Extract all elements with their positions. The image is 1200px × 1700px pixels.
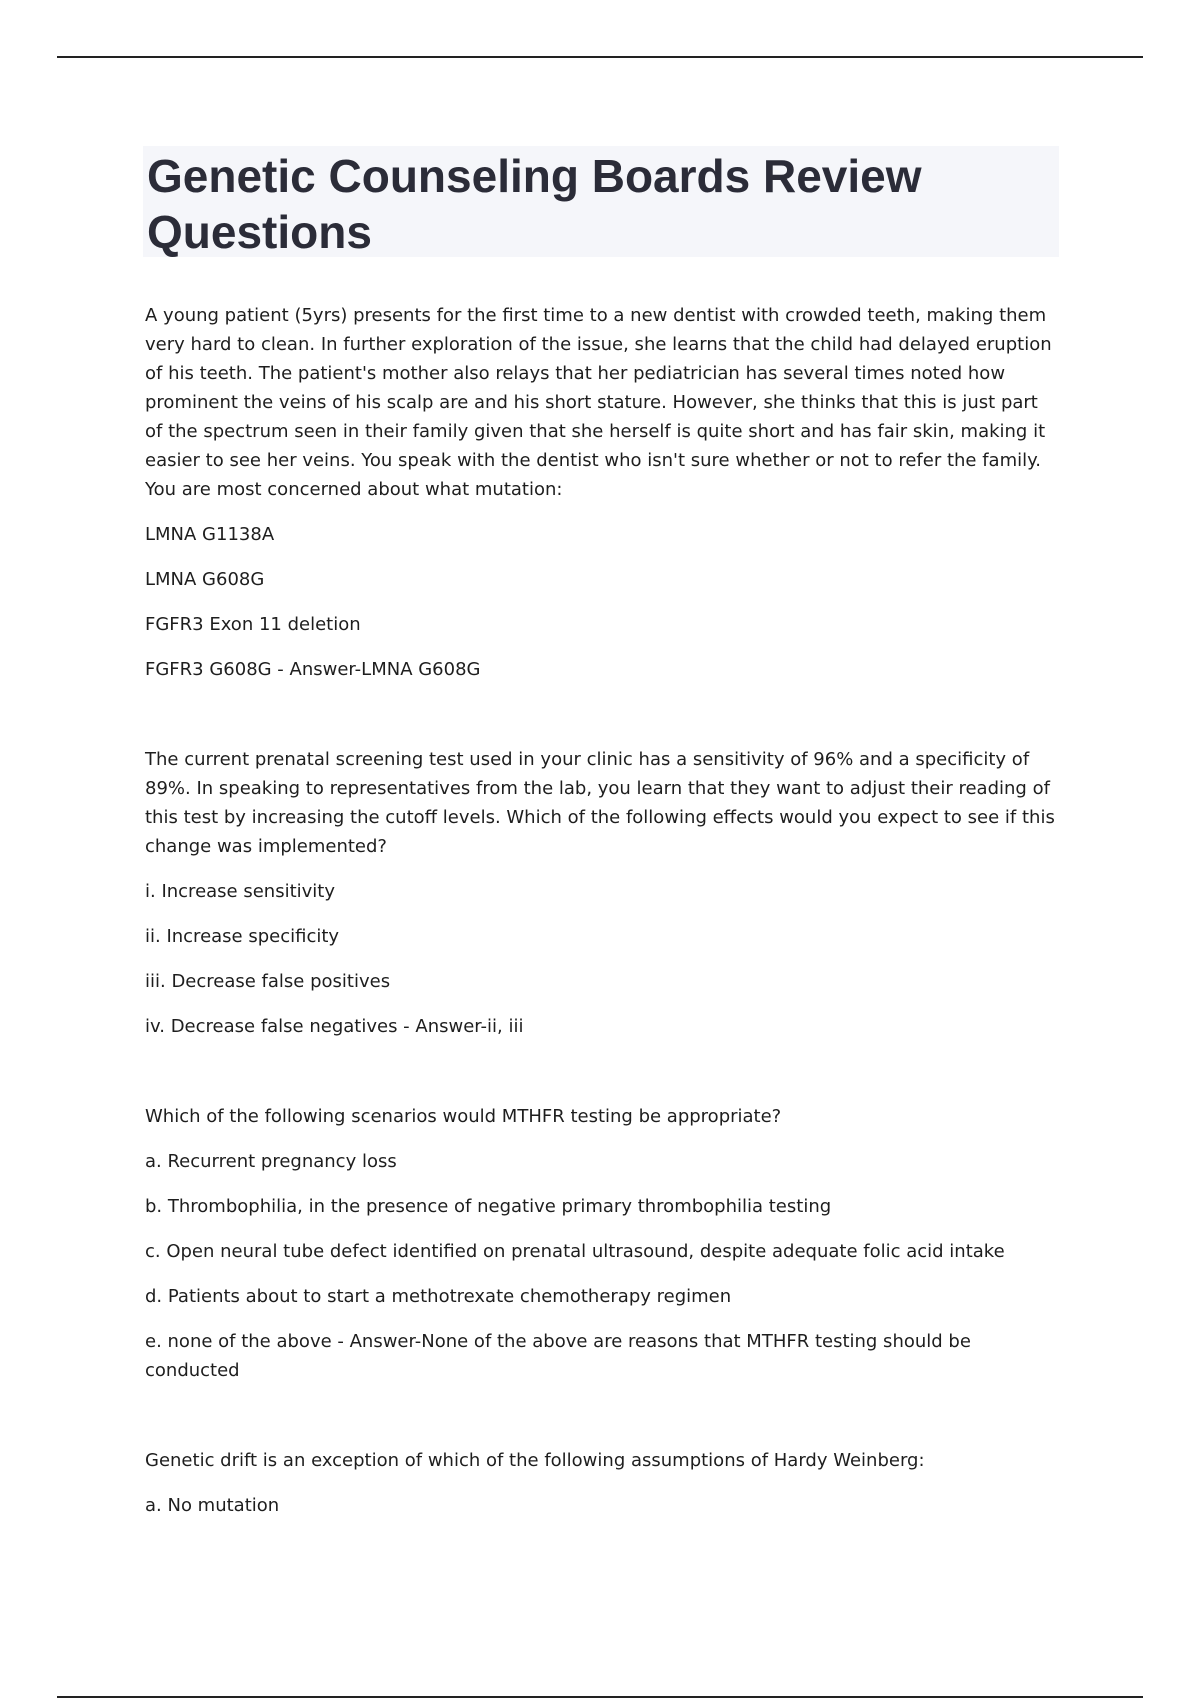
question-3 xyxy=(145,1102,1060,1385)
answer-option: ii. Increase specificity xyxy=(145,926,340,947)
question-4 xyxy=(145,1446,1060,1520)
question-stem: The current prenatal screening test used in your clinic has a sensitivity of 96% and a specificity of 89%. In speaking to representatives from the lab, you learn that they want to adjust their reading of this test by increasing the cutoff levels. Which of the following effects would you expect to see if this change was implemented? xyxy=(145,749,1055,857)
answer-option: iii. Decrease false positives xyxy=(145,971,391,992)
answer-option: iv. Decrease false negatives - Answer-ii, iii xyxy=(145,1016,524,1037)
header-rule xyxy=(57,56,1143,58)
question-stem: Which of the following scenarios would MTHFR testing be appropriate? xyxy=(145,1106,782,1127)
question-2 xyxy=(145,745,1060,1041)
page-title: Genetic Counseling Boards Review Questions xyxy=(147,150,922,258)
answer-option: c. Open neural tube defect identified on prenatal ultrasound, despite adequate folic acid intake xyxy=(145,1241,1005,1262)
questions-content xyxy=(145,301,1060,1520)
answer-option: FGFR3 G608G - Answer-LMNA G608G xyxy=(145,659,481,680)
footer-rule xyxy=(57,1696,1143,1698)
question-1 xyxy=(145,301,1060,684)
answer-option: LMNA G1138A xyxy=(145,524,275,545)
answer-option: LMNA G608G xyxy=(145,569,265,590)
answer-option: d. Patients about to start a methotrexate chemotherapy regimen xyxy=(145,1286,732,1307)
answer-option: a. No mutation xyxy=(145,1495,280,1516)
answer-option: e. none of the above - Answer-None of the above are reasons that MTHFR testing should be conducted xyxy=(145,1331,971,1381)
title-block xyxy=(143,146,1059,257)
answer-option: b. Thrombophilia, in the presence of negative primary thrombophilia testing xyxy=(145,1196,832,1217)
question-stem: Genetic drift is an exception of which of the following assumptions of Hardy Weinberg: xyxy=(145,1450,925,1471)
answer-option: i. Increase sensitivity xyxy=(145,881,336,902)
answer-option: a. Recurrent pregnancy loss xyxy=(145,1151,397,1172)
answer-option: FGFR3 Exon 11 deletion xyxy=(145,614,361,635)
question-stem: A young patient (5yrs) presents for the first time to a new dentist with crowded teeth, making them very hard to clean. In further exploration of the issue, she learns that the child had delayed eruption of his teeth. The patient's mother also relays that her pediatrician has several times noted how prominent the veins of his scalp are and his short stature. However, she thinks that this is just part of the spectrum seen in their family given that she herself is quite short and has fair skin, making it easier to see her veins. You speak with the dentist who isn't sure whether or not to refer the family. You are most concerned about what mutation: xyxy=(145,305,1052,500)
